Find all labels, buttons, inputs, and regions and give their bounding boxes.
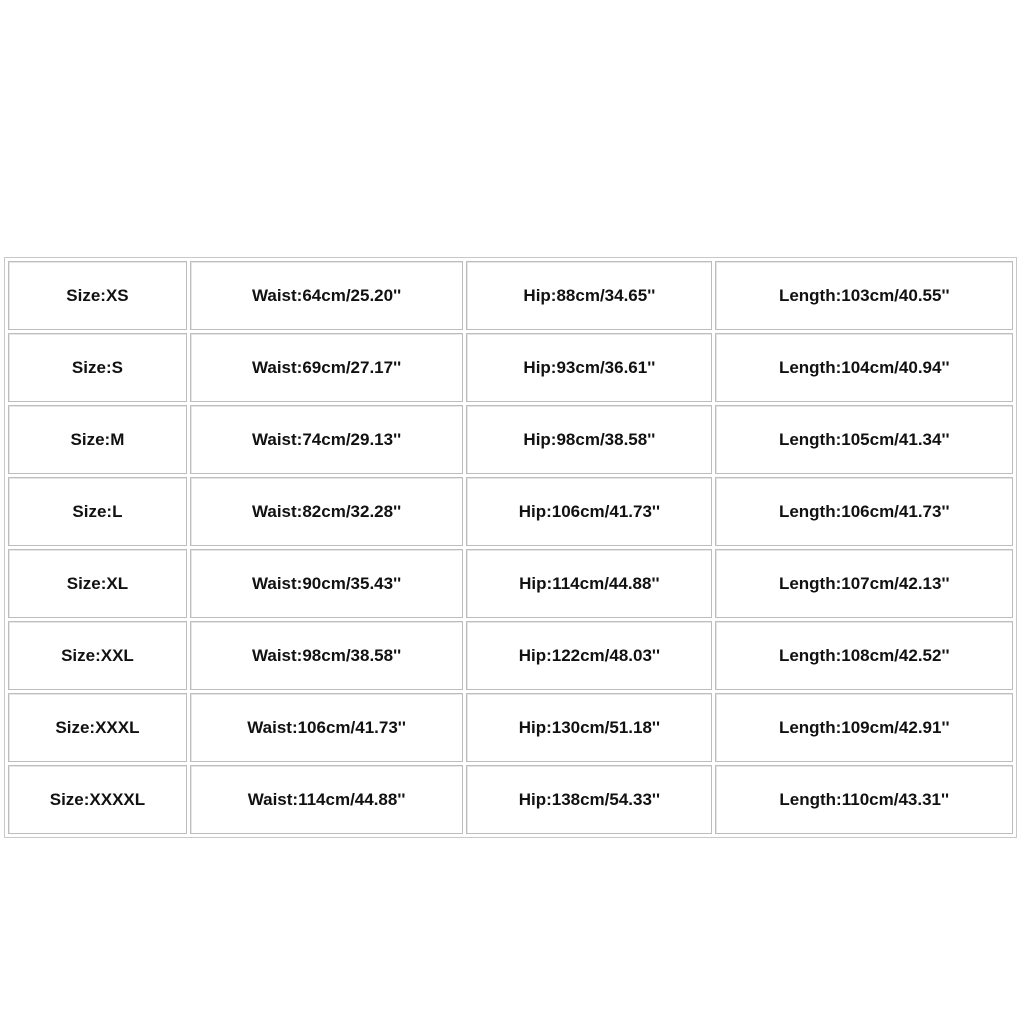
table-row [8,621,1013,690]
table-row [8,765,1013,834]
hip-cell: Hip:93cm/36.61'' [466,333,712,402]
table-row [8,405,1013,474]
size-cell: Size:XS [8,261,187,330]
table-row [8,693,1013,762]
hip-cell: Hip:106cm/41.73'' [466,477,712,546]
waist-cell: Waist:74cm/29.13'' [190,405,463,474]
length-cell: Length:110cm/43.31'' [715,765,1013,834]
length-cell: Length:109cm/42.91'' [715,693,1013,762]
size-cell: Size:XXXXL [8,765,187,834]
hip-cell: Hip:130cm/51.18'' [466,693,712,762]
size-cell: Size:XXL [8,621,187,690]
hip-cell: Hip:138cm/54.33'' [466,765,712,834]
waist-cell: Waist:82cm/32.28'' [190,477,463,546]
hip-cell: Hip:122cm/48.03'' [466,621,712,690]
size-cell: Size:XXXL [8,693,187,762]
length-cell: Length:106cm/41.73'' [715,477,1013,546]
hip-cell: Hip:114cm/44.88'' [466,549,712,618]
waist-cell: Waist:90cm/35.43'' [190,549,463,618]
size-cell: Size:S [8,333,187,402]
waist-cell: Waist:69cm/27.17'' [190,333,463,402]
size-cell: Size:M [8,405,187,474]
hip-cell: Hip:88cm/34.65'' [466,261,712,330]
waist-cell: Waist:64cm/25.20'' [190,261,463,330]
length-cell: Length:104cm/40.94'' [715,333,1013,402]
waist-cell: Waist:114cm/44.88'' [190,765,463,834]
waist-cell: Waist:98cm/38.58'' [190,621,463,690]
waist-cell: Waist:106cm/41.73'' [190,693,463,762]
table-row [8,261,1013,330]
table-row [8,333,1013,402]
size-chart-table [4,257,1017,838]
length-cell: Length:103cm/40.55'' [715,261,1013,330]
hip-cell: Hip:98cm/38.58'' [466,405,712,474]
size-cell: Size:XL [8,549,187,618]
length-cell: Length:105cm/41.34'' [715,405,1013,474]
size-cell: Size:L [8,477,187,546]
table-row [8,549,1013,618]
table-row [8,477,1013,546]
length-cell: Length:107cm/42.13'' [715,549,1013,618]
length-cell: Length:108cm/42.52'' [715,621,1013,690]
